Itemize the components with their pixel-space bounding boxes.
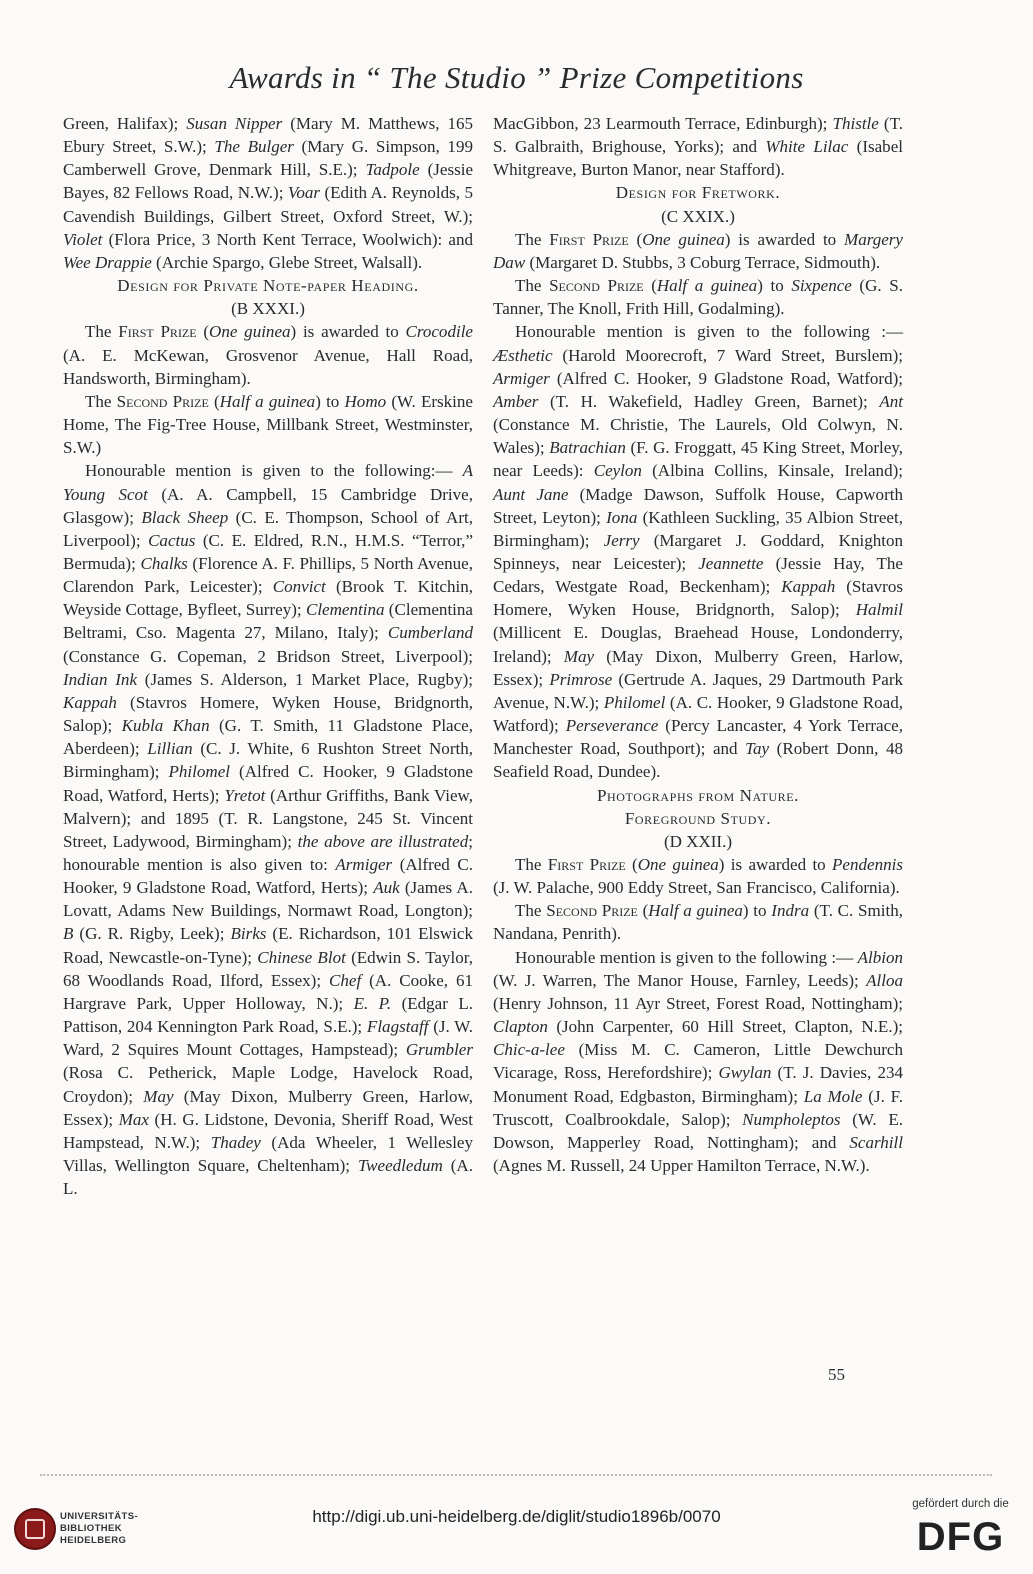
text-run: (Edith A. Reynolds, 5 Cavendish Buildings, Gilbert Street, Oxford Street, W.); — [63, 183, 473, 226]
entry-name: Clementina — [305, 600, 385, 620]
text-run: (Ada Wheeler, 1 Wellesley Villas, Wellington Square, Cheltenham); — [63, 1132, 473, 1176]
text-run: (John Carpenter, 60 Hill Street, Clapton, N.E.); — [547, 1017, 903, 1037]
text-run: (C. E. Eldred, R.N., H.M.S. “Terror,” Bermuda); — [63, 530, 473, 573]
entry-name: Thistle — [832, 114, 879, 133]
prize-label: First Prize — [547, 855, 626, 874]
text-run: ( — [208, 391, 220, 411]
entry-name: Philomel — [603, 692, 666, 712]
page-title: Awards in “ The Studio ” Prize Competitions — [229, 60, 804, 95]
entry-name: Jeannette — [698, 553, 764, 573]
text-run: (Mary G. Simpson, 199 Camberwell Grove, Denmark Hill, S.E.); — [63, 137, 473, 180]
text-run: (Archie Spargo, Glebe Street, Walsall). — [151, 252, 423, 272]
entry-name: Ceylon — [593, 461, 642, 481]
text-run: Honourable mention is given to the following:— — [85, 461, 463, 481]
dfg-logo[interactable]: DFG — [916, 1515, 1005, 1559]
text-column-right — [493, 112, 903, 1177]
text-column-left — [63, 112, 473, 1200]
funding-caption: gefördert durch die — [912, 1498, 1009, 1510]
text-run: (Margaret D. Stubbs, 3 Coburg Terrace, Sidmouth). — [525, 252, 881, 272]
text-run: (A. L. — [63, 1156, 473, 1199]
text-run: (Arthur Griffiths, Bank View, Malvern); and 1895 (T. R. Langstone, 245 St. Vincent Street, Ladywood, Birmingham); — [63, 785, 474, 851]
library-logo-line: HEIDELBERG — [60, 1535, 127, 1546]
text-run: ( — [196, 322, 210, 342]
entry-name: One guinea — [642, 229, 725, 249]
text-run: (Florence A. F. Phillips, 5 North Avenue, Clarendon Park, Leicester); — [63, 553, 473, 597]
text-run: ( — [637, 901, 649, 921]
paragraph — [493, 112, 903, 181]
source-url-link[interactable]: http://digi.ub.uni-heidelberg.de/diglit/studio1896b/0070 — [312, 1507, 721, 1526]
text-run: (Alfred C. Hooker, 9 Gladstone Road, Watford); — [549, 368, 903, 388]
text-run: (Gertrude A. Jaques, 29 Dartmouth Park Avenue, N.W.); — [493, 669, 904, 712]
text-run: ) is awarded to — [718, 855, 833, 874]
entry-name: Indra — [771, 901, 810, 921]
text-run: (A. C. Hooker, 9 Gladstone Road, Watford); — [493, 692, 904, 736]
text-run: (F. G. Froggatt, 45 King Street, Morley, near Leeds): — [493, 438, 903, 481]
text-run: ) is awarded to — [724, 229, 845, 249]
prize-label: Second Prize — [116, 391, 209, 411]
text-run: Honourable mention is given to the following :— — [515, 322, 903, 342]
entry-name: the above are illustrated — [297, 831, 469, 851]
text-run: (Constance G. Copeman, 2 Bridson Street, Liverpool); — [63, 646, 473, 666]
entry-name: Half a guinea — [648, 901, 743, 921]
text-run: The — [515, 855, 548, 874]
entry-name: B — [63, 924, 74, 944]
text-run: (J. F. Truscott, Coalbrookdale, Salop); — [493, 1086, 903, 1129]
text-run: ( — [643, 276, 657, 296]
entry-name: White Lilac — [765, 137, 849, 157]
text-run: ) is awarded to — [290, 322, 406, 342]
competition-code — [493, 205, 903, 228]
text-run: Honourable mention is given to the following :— — [515, 947, 858, 967]
entry-name: Kappah — [63, 692, 117, 712]
text-run: (Rosa C. Petherick, Maple Lodge, Havelock Road, Croydon); — [63, 1063, 473, 1106]
library-logo-line: UNIVERSITÄTS- — [60, 1511, 139, 1522]
entry-name: Max — [118, 1109, 149, 1129]
text-run: (Brook T. Kitchin, Weyside Cottage, Byfleet, Surrey); — [63, 577, 473, 620]
entry-name: Armiger — [493, 368, 550, 388]
entry-name: Gwylan — [718, 1063, 772, 1083]
entry-name: Chinese Blot — [257, 947, 346, 967]
entry-name: Susan Nipper — [186, 114, 283, 133]
text-run: (W. Erskine Home, The Fig-Tree House, Millbank Street, Westminster, S.W.) — [63, 391, 473, 458]
text-run: The — [515, 901, 547, 921]
text-run: (G. R. Rigby, Leek); — [73, 924, 231, 944]
text-run: The — [515, 229, 550, 249]
page-number: 55 — [828, 1365, 845, 1384]
entry-name: Æsthetic — [493, 345, 553, 365]
text-run: (May Dixon, Mulberry Green, Harlow, Essex); — [63, 1086, 473, 1129]
entry-name: May — [563, 646, 595, 666]
text-run: ( — [628, 229, 643, 249]
text-run: ) to — [757, 276, 792, 296]
text-run: (May Dixon, Mulberry Green, Harlow, Essex); — [493, 646, 903, 689]
paragraph — [493, 228, 903, 274]
entry-name: Indian Ink — [63, 669, 138, 689]
entry-name: Auk — [373, 878, 400, 898]
entry-name: Kubla Khan — [121, 716, 210, 736]
entry-name: Violet — [63, 229, 103, 249]
entry-name: Sixpence — [791, 276, 852, 296]
text-run: (Alfred C. Hooker, 9 Gladstone Road, Watford, Herts); — [63, 762, 473, 805]
text-run: (Mary M. Matthews, 165 Ebury Street, S.W.); — [63, 114, 474, 157]
entry-name: Kappah — [781, 577, 836, 597]
text-run: The — [85, 322, 119, 342]
text-run: (Edwin S. Taylor, 68 Woodlands Road, Ilford, Essex); — [63, 947, 473, 990]
entry-name: Half a guinea — [219, 391, 316, 411]
text-run: (T. S. Galbraith, Brighouse, Yorks); and — [493, 114, 903, 157]
text-run: Design for Private Note-paper Heading. — [117, 276, 419, 296]
text-run: ) to — [742, 901, 772, 921]
entry-name: Tadpole — [365, 160, 420, 180]
text-run: (W. J. Warren, The Manor House, Farnley, Leeds); — [493, 970, 867, 990]
entry-name: Amber — [493, 391, 539, 411]
paragraph — [493, 320, 903, 783]
text-run: (J. W. Palache, 900 Eddy Street, San Francisco, California). — [493, 878, 900, 898]
prize-label: Second Prize — [549, 276, 644, 296]
library-logo-line: BIBLIOTHEK — [60, 1523, 123, 1534]
entry-name: E. P. — [353, 993, 392, 1013]
entry-name: Black Sheep — [141, 507, 229, 527]
entry-name: The Bulger — [214, 137, 294, 157]
entry-name: Homo — [344, 391, 387, 411]
entry-name: May — [143, 1086, 174, 1106]
text-run: (Stavros Homere, Wyken House, Bridgnorth, Salop); — [493, 577, 903, 620]
text-run: (Clementina Beltrami, Cso. Magenta 27, Milano, Italy); — [63, 600, 473, 643]
text-run: (Harold Moorecroft, 7 Ward Street, Burslem); — [552, 345, 903, 365]
text-run: (Kathleen Suckling, 35 Albion Street, Birmingham); — [493, 507, 903, 550]
prize-label: First Prize — [549, 229, 629, 249]
competition-code — [63, 297, 473, 320]
text-run: The — [85, 391, 117, 411]
entry-name: Yretot — [224, 785, 266, 805]
entry-name: Margery Daw — [493, 229, 903, 272]
paragraph — [63, 320, 473, 389]
entry-name: Tweedledum — [357, 1156, 443, 1176]
text-run: (Albina Collins, Kinsale, Ireland); — [641, 461, 903, 481]
text-run: Design for Fretwork. — [615, 183, 781, 203]
text-run: (C. J. White, 6 Rushton Street North, Birmingham); — [63, 739, 473, 782]
entry-name: Crocodile — [405, 322, 473, 342]
text-run: The — [515, 276, 550, 296]
entry-name: Clapton — [493, 1017, 548, 1037]
text-run: (A. A. Campbell, 15 Cambridge Drive, Glasgow); — [63, 484, 473, 527]
text-run: (Madge Dawson, Suffolk House, Capworth Street, Leyton); — [493, 484, 903, 527]
text-run: (James S. Alderson, 1 Market Place, Rugby); — [137, 669, 473, 689]
entry-name: A Young Scot — [63, 461, 473, 504]
text-run: (C. E. Thompson, School of Art, Liverpool); — [63, 507, 473, 550]
text-run: (Jessie Bayes, 82 Fellows Road, N.W.); — [63, 160, 473, 203]
text-run: (T. H. Wakefield, Hadley Green, Barnet); — [538, 391, 880, 411]
text-run: (Miss M. C. Cameron, Little Dewchurch Vicarage, Ross, Herefordshire); — [493, 1040, 903, 1083]
entry-name: Pendennis — [832, 855, 903, 874]
section-heading — [63, 274, 473, 297]
text-run: Photographs from Nature. — [596, 785, 800, 805]
entry-name: La Mole — [803, 1086, 863, 1106]
text-run: (B XXXI.) — [231, 299, 305, 319]
entry-name: Voar — [287, 183, 321, 203]
paragraph — [493, 899, 903, 945]
section-heading — [493, 181, 903, 204]
text-run: (D XXII.) — [663, 831, 733, 851]
entry-name: Halmil — [855, 600, 903, 620]
text-run: (G. T. Smith, 11 Gladstone Place, Aberdeen); — [63, 716, 473, 759]
paragraph — [493, 853, 903, 899]
entry-name: Cactus — [148, 530, 196, 550]
entry-name: One guinea — [637, 855, 719, 874]
text-run: (W. E. Dowson, Mapperley Road, Nottingham); and — [493, 1109, 903, 1152]
entry-name: Scarhill — [849, 1132, 903, 1152]
entry-name: Chalks — [140, 553, 188, 573]
footer-divider — [40, 1474, 992, 1476]
section-heading — [493, 807, 903, 830]
entry-name: Albion — [857, 947, 903, 967]
text-run: (Henry Johnson, 11 Ayr Street, Forest Road, Nottingham); — [493, 993, 903, 1013]
text-run: (Jessie Hay, The Cedars, Westgate Road, Beckenham); — [493, 553, 903, 597]
text-run: Green, Halifax); — [63, 114, 187, 133]
entry-name: Numpholeptos — [742, 1109, 841, 1129]
entry-name: Half a guinea — [656, 276, 758, 296]
entry-name: Tay — [745, 739, 770, 759]
text-run: MacGibbon, 23 Learmouth Terrace, Edinburgh); — [493, 114, 833, 133]
text-run: (James A. Lovatt, Adams New Buildings, Normawt Road, Longton); — [63, 878, 473, 921]
text-run: ; honourable mention is also given to: — [63, 831, 473, 874]
entry-name: Birks — [230, 924, 267, 944]
prize-label: First Prize — [118, 322, 197, 342]
entry-name: Convict — [272, 577, 326, 597]
entry-name: Cumberland — [387, 623, 473, 643]
text-run: (Percy Lancaster, 4 York Terrace, Manchester Road, Southport); and — [493, 716, 903, 759]
text-run: (Millicent E. Douglas, Braehead House, Londonderry, Ireland); — [493, 623, 903, 666]
text-run: (Constance M. Christie, The Laurels, Old Colwyn, N. Wales); — [493, 415, 903, 458]
text-run: (H. G. Lidstone, Devonia, Sheriff Road, West Hampstead, N.W.); — [63, 1109, 473, 1152]
entry-name: Armiger — [335, 855, 393, 874]
entry-name: Primrose — [549, 669, 613, 689]
text-run: (Agnes M. Russell, 24 Upper Hamilton Terrace, N.W.). — [493, 1156, 870, 1176]
text-run: (Edgar L. Pattison, 204 Kennington Park Road, S.E.); — [63, 993, 474, 1037]
text-run: (A. E. McKewan, Grosvenor Avenue, Hall Road, Handsworth, Birmingham). — [63, 345, 473, 388]
text-run: (T. J. Davies, 234 Monument Road, Edgbaston, Birmingham); — [493, 1063, 903, 1106]
text-run: (Isabel Whitgreave, Burton Manor, near Stafford). — [493, 137, 903, 180]
text-run: (Robert Donn, 48 Seafield Road, Dundee). — [493, 739, 903, 782]
paragraph — [493, 274, 903, 320]
entry-name: Wee Drappie — [63, 252, 152, 272]
text-run: ( — [625, 855, 638, 874]
text-run: Foreground Study. — [624, 808, 772, 828]
entry-name: Philomel — [168, 762, 231, 782]
entry-name: Jerry — [603, 530, 640, 550]
text-run: (Margaret J. Goddard, Knighton Spinneys, near Leicester); — [493, 530, 903, 573]
prize-label: Second Prize — [546, 901, 638, 921]
text-run: (Alfred C. Hooker, 9 Gladstone Road, Watford, Herts); — [63, 855, 473, 898]
text-run: (C XXIX.) — [661, 206, 735, 226]
paragraph — [63, 459, 473, 1200]
entry-name: Batrachian — [549, 438, 626, 458]
entry-name: Perseverance — [565, 716, 659, 736]
entry-name: Ant — [879, 391, 903, 411]
paragraph — [63, 112, 473, 274]
entry-name: Flagstaff — [366, 1017, 429, 1037]
text-run: (T. C. Smith, Nandana, Penrith). — [493, 901, 903, 944]
text-run: (E. Richardson, 101 Elswick Road, Newcastle-on-Tyne); — [63, 924, 473, 967]
text-run: ) to — [315, 391, 345, 411]
text-run: (A. Cooke, 61 Hargrave Park, Upper Holloway, N.); — [63, 970, 473, 1013]
text-run: (J. W. Ward, 2 Squires Mount Cottages, Hampstead); — [63, 1017, 473, 1060]
entry-name: Lillian — [147, 739, 193, 759]
paragraph — [493, 946, 903, 1178]
entry-name: Grumbler — [405, 1040, 473, 1060]
entry-name: Chef — [329, 970, 362, 990]
text-run: (Flora Price, 3 North Kent Terrace, Woolwich): and — [102, 229, 473, 249]
entry-name: Alloa — [866, 970, 903, 990]
entry-name: Thadey — [210, 1132, 261, 1152]
text-run: (Stavros Homere, Wyken House, Bridgnorth, Salop); — [63, 692, 473, 736]
paragraph — [63, 390, 473, 459]
entry-name: Chic-a-lee — [493, 1040, 565, 1060]
entry-name: Aunt Jane — [493, 484, 569, 504]
text-run: (G. S. Tanner, The Knoll, Frith Hill, Godalming). — [493, 276, 903, 319]
section-heading — [493, 784, 903, 807]
entry-name: Iona — [606, 507, 638, 527]
entry-name: One guinea — [209, 322, 291, 342]
competition-code — [493, 830, 903, 853]
